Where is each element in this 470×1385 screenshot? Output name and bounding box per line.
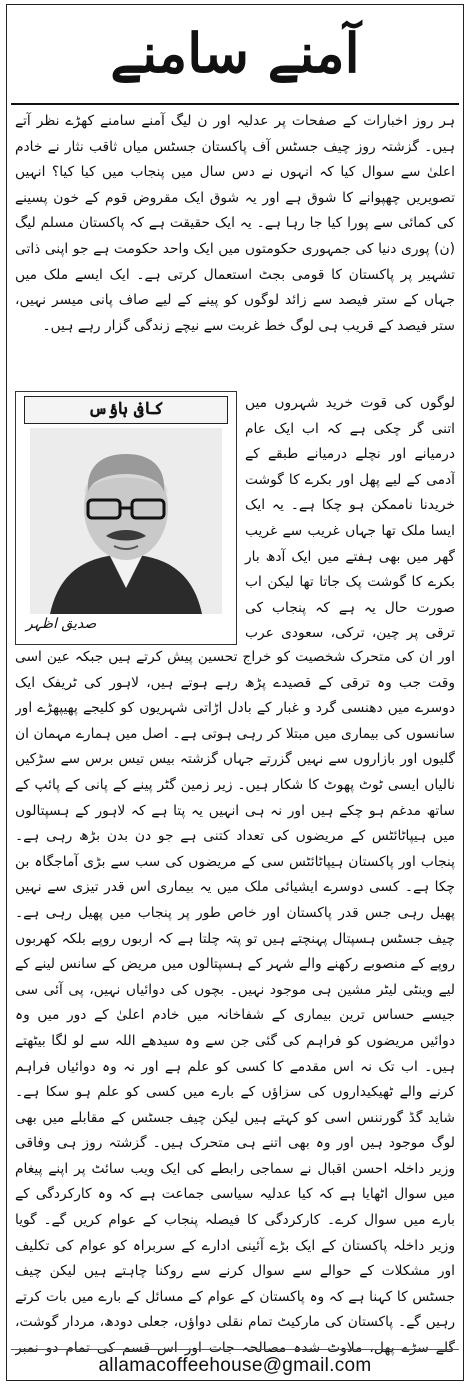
- article-wrap-block: [237, 391, 455, 645]
- masthead: [7, 5, 463, 101]
- article-wrap-row: [15, 391, 455, 645]
- article-body: [15, 109, 455, 1365]
- column-name-tag: کافی ہاؤس: [24, 396, 228, 424]
- article-top-block: [15, 109, 455, 391]
- title-divider: [11, 103, 459, 105]
- newspaper-column-page: [6, 4, 464, 1381]
- author-email: allamacoffeehouse@gmail.com: [98, 1355, 372, 1376]
- article-paragraph: ہر روز اخبارات کے صفحات پر عدلیہ اور ن لیگ آمنے سامنے کھڑے نظر آتے ہیں۔ گزشتہ روز چیف جسٹس آف پاکستان جسٹس میاں ثاقب نثار نے خادم اعلیٰ سے سوال کیا کہ انہوں نے دس سال میں پنجاب میں کیا کیا؟ انہیں تصویریں چھپوانے کا شوق ہے اور یہ شوق ایک مقروض قوم کے خون پسینے کی کمائی سے پورا کیا جا رہا ہے۔ یہ ایک حقیقت ہے کہ پاکستان مسلم لیگ (ن) پوری دنیا کی جمہوری حکومتوں میں ایک واحد حکومت ہے جو اپنی ذاتی تشہیر پر پاکستان کا قومی بجٹ استعمال کرتی ہے۔ ایک ایسے ملک میں جہاں کے ستر فیصد سے زائد لوگوں کو پینے کے لیے صاف پانی میسر نہیں، ستر فیصد کے قریب ہی لوگ خط غربت سے نیچے زندگی گزار رہے ہیں۔: [15, 113, 455, 334]
- author-portrait: [30, 428, 222, 614]
- article-paragraph: لوگوں کی قوت خرید شہروں میں اتنی گر چکی ہے کہ اب ایک عام درمیانے اور نچلے درمیانے طبقے کے آدمی کے لیے پھل اور بکرے کا گوشت خریدنا ناممکن ہو چکا ہے۔ یہ ایک ایسا ملک تھا جہاں غریب سے غریب گھر میں بھی ہفتے میں ایک آدھ بار بکرے کا گوشت پک جاتا تھا لیکن اب صورت حال یہ ہے کہ پنجاب کی ترقی پر چین، ترکی، سعودی عرب: [245, 395, 455, 642]
- email-divider: [11, 1349, 459, 1350]
- column-title: آمنے سامنے: [110, 21, 360, 85]
- author-byline: صدیق اظہر: [26, 616, 97, 633]
- article-paragraph: اور ان کی متحرک شخصیت کو خراج تحسین پیش کرتے ہیں جبکہ عین اسی وقت جب وہ ترقی کے قصیدے پڑھ رہے ہوتے ہیں، لاہور کی ٹریفک ایک دوسرے میں دھنسی گرد و غبار کے بادل اڑاتی شہریوں کو کلیجے پھیپھڑے اور سانسوں کی بیماری میں مبتلا کر رہی ہوتی ہے۔ اصل میں ہمارے مہمان ان گلیوں اور بازاروں سے نہیں گزرتے جہاں گزشتہ بیس تیس برس سے سڑکیں نالیاں ایسی ٹوٹ پھوٹ کا شکار ہیں۔ زیر زمین گٹر پینے کے پانی کے پائپ کے ساتھ مدغم ہو چکے ہیں اور نہ ہی انہیں یہ پتا ہے کہ لاہور کے ہسپتالوں میں ہیپاٹائٹس کے مریضوں کی تعداد کتنی ہے جو دن بدن بڑھ رہی ہے۔ پنجاب اور پاکستان ہیپاٹائٹس سی کے مریضوں کی سب سے بڑی آماجگاہ بن چکا ہے۔ کسی دوسرے ایشیائی ملک میں یہ بیماری اس قدر تیزی سے نہیں پھیل رہی جس قدر پاکستان اور خاص طور پر پنجاب میں پھیل رہی ہے۔ چیف جسٹس ہسپتال پہنچتے ہیں تو پتہ چلتا ہے کہ اربوں روپے بلکہ کھربوں روپے کے منصوبے رکھنے والے شہر کے ہسپتالوں میں مریض کے سانس لینے کے لیے وینٹی لیٹر مشین ہی موجود نہیں۔ بچوں کی دوائیاں نہیں، پی آئی سی جیسے حساس ترین بیماری کے شفاخانہ میں خادم اعلیٰ کے دور میں وہ دوائیں مریضوں کو فراہم کی گئی جن سے وہ سیدھے اللہ سے لو لگا بیٹھتے ہیں۔ اب تک نہ اس مقدمے کا کسی کو علم ہے اور نہ وہ دوائیاں فراہم کرنے والے ٹھیکیداروں کی سزاؤں کے بارے میں کسی کو علم ہو سکا ہے۔ شاید گڈ گورننس اسی کو کہتے ہیں لیکن چیف جسٹس کے مقابلے میں بھی لوگ موجود ہیں اور وہ بھی اتنے ہی متحرک ہیں۔ گزشتہ روز ہی وفاقی وزیر داخلہ احسن اقبال نے سماجی رابطے کی ایک ویب سائٹ پر اپنے پیغام میں سوال اٹھایا ہے کہ کیا عدلیہ سیاسی جماعت ہے کہ وہ کارکردگی کے بارے میں سوال کرے۔ کارکردگی کا فیصلہ پنجاب کے عوام کریں گے۔ گویا وزیر داخلہ پاکستان کے ایک بڑے آئینی ادارے کے سربراہ کو عوام کی تکلیف اور مشکلات کے حوالے سے سوال کرنے سے روکنا چاہتے ہیں لیکن چیف جسٹس کا کہنا ہے کہ وہ پاکستان کے عوام کے مسائل کے بارے میں بات کرتے رہیں گے۔ پاکستان کی مارکیٹ تمام نقلی دواؤں، جعلی دودھ، مردار گوشت، گلے سڑے پھل، ملاوٹ شدہ مصالحہ جات اور اس قسم کی تمام دو نمبر: [15, 649, 455, 1357]
- article-bottom-block: [15, 645, 455, 1365]
- author-photo-box: [15, 391, 237, 645]
